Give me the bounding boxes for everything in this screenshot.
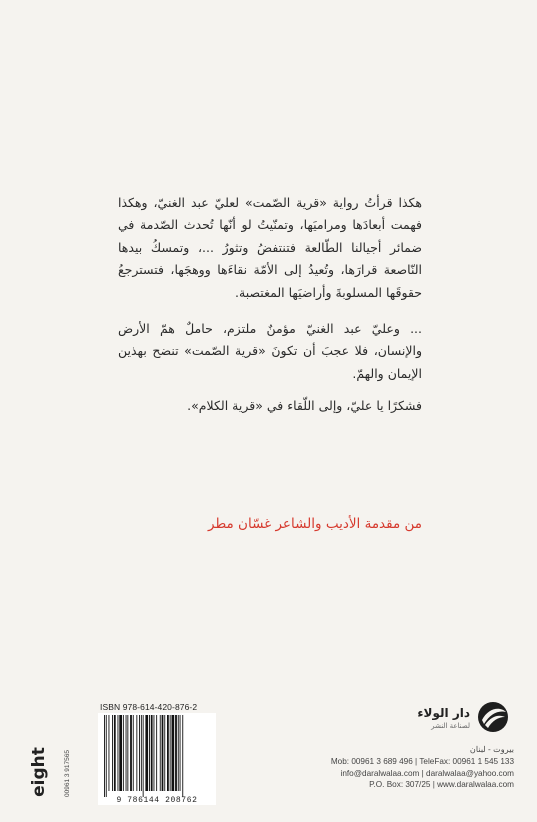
barcode-bar — [180, 715, 181, 791]
imprint-number — [64, 740, 82, 810]
barcode-bar — [145, 715, 148, 791]
isbn-label: ISBN 978-614-420-876-2 — [100, 702, 198, 712]
barcode-bar — [162, 715, 164, 791]
publisher-block — [360, 700, 510, 740]
barcode-bar — [136, 715, 137, 791]
barcode-bar — [141, 715, 142, 791]
blurb-paragraph-3: فشكرًا يا عليّ، وإلى اللّقاء في «قرية الكلام». — [187, 398, 422, 414]
barcode-bar — [178, 715, 179, 791]
imprint-logo — [30, 740, 58, 810]
barcode-bar — [118, 715, 119, 791]
publisher-tagline: لصناعة النشر — [431, 722, 470, 730]
barcode-bar — [175, 715, 177, 791]
barcode-bar — [170, 715, 171, 791]
publisher-name: دار الولاء — [417, 706, 470, 720]
barcode-bar — [154, 715, 155, 791]
barcode-bar — [160, 715, 161, 791]
barcode-bar — [151, 715, 153, 791]
isbn-barcode — [98, 713, 216, 805]
barcode-bar — [182, 715, 183, 797]
imprint-logo-text: eight — [28, 747, 49, 797]
barcode-bar — [119, 715, 122, 791]
publisher-contact — [296, 744, 514, 791]
barcode-bar — [133, 715, 134, 791]
barcode-digits: 9 786144 208762 — [116, 796, 198, 805]
publisher-city: بيروت - لبنان — [469, 745, 514, 754]
barcode-bar — [130, 715, 132, 791]
barcode-bar — [109, 715, 110, 791]
blurb-paragraph-2: ... وعليّ عبد الغنيّ مؤمنٌ ملتزم، حاملٌ همّ الأرض والإنسان، فلا عجبَ أن تكونَ «قرية الصّمت» تنضح بهذين الإيمان والهمّ. — [118, 321, 422, 381]
barcode-bar — [114, 715, 116, 791]
barcode-bar — [123, 715, 124, 791]
barcode-bar — [143, 715, 144, 797]
imprint-number-text: 00961 3 917565 — [64, 750, 71, 797]
barcode-bar — [127, 715, 128, 791]
publisher-emails: info@daralwalaa.com | daralwalaa@yahoo.com — [340, 768, 514, 778]
barcode-bar — [172, 715, 175, 791]
barcode-bar — [149, 715, 150, 791]
publisher-logo-icon — [476, 700, 510, 734]
publisher-web: P.O. Box: 307/25 | www.daralwalaa.com — [369, 780, 514, 790]
blurb-attribution: من مقدمة الأديب والشاعر غسّان مطر — [208, 516, 422, 532]
barcode-bar — [164, 715, 165, 791]
barcode-bar — [104, 715, 105, 797]
barcode-bar — [106, 715, 107, 797]
blurb-paragraph-1: هكذا قرأتُ رواية «قرية الصّمت» لعليّ عبد الغنيّ، وهكذا فهمت أبعادَها ومراميَها، وتمنّيتُ لو أنّها تُحدث الصّدمة في ضمائر أجيالنا الطّالعة فتنتفضُ وتثورُ ...، وتمسكُ بيدها النّاصعة قرارَها، وتُعيدُ إلى الأمّة نقاءَها ووهجَها، فتسترجعُ حقوقَها المسلوبةَ وأراضيَها المغتصبة. — [118, 195, 422, 300]
publisher-phones: Mob: 00961 3 689 496 | TeleFax: 00961 1 545 133 — [330, 756, 514, 766]
barcode-bar — [112, 715, 113, 791]
barcode-bar — [139, 715, 140, 791]
blurb-text — [118, 192, 422, 428]
barcode-bar — [126, 715, 127, 791]
barcode-bar — [156, 715, 157, 791]
barcode-bar — [167, 715, 169, 791]
